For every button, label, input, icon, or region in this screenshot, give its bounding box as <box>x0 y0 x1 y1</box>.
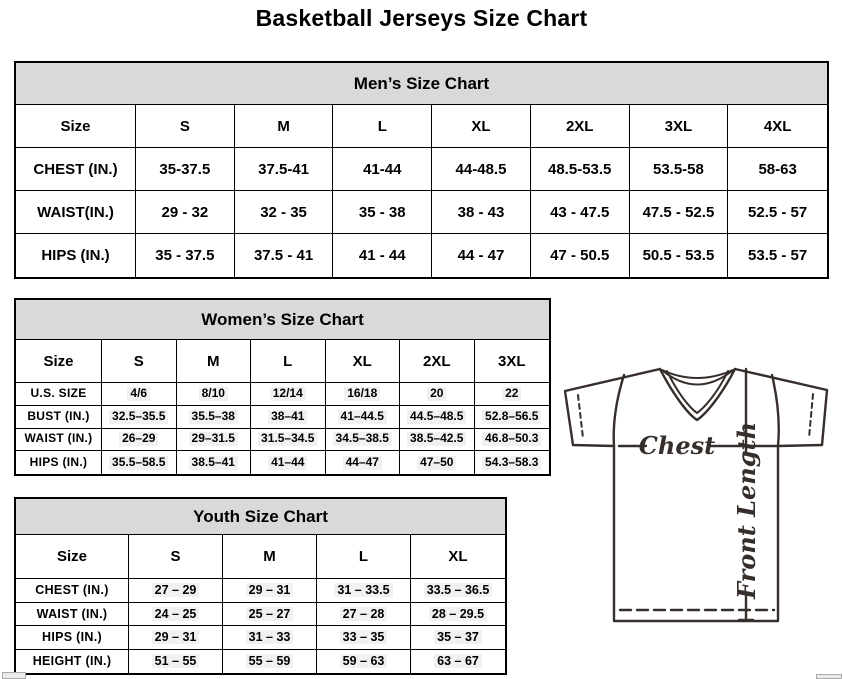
column-header-cell: 2XL <box>531 105 630 148</box>
chest-label: Chest <box>638 431 716 460</box>
column-header-cell: Size <box>16 535 129 579</box>
value-cell: 38.5–42.5 <box>400 429 475 452</box>
row-label-cell: CHEST (IN.) <box>16 579 129 603</box>
value-cell: 38–41 <box>251 406 326 429</box>
table-row <box>16 626 505 650</box>
value-cell: 47–50 <box>400 451 475 474</box>
value-cell: 28 – 29.5 <box>411 603 505 627</box>
value-cell: 25 – 27 <box>223 603 317 627</box>
value-cell: 38 - 43 <box>432 191 531 234</box>
value-cell: 47 - 50.5 <box>531 234 630 277</box>
jersey-measurement-diagram <box>556 358 843 665</box>
table-row <box>16 191 827 234</box>
right-sleeve-seam <box>772 375 779 446</box>
header-row <box>16 105 827 148</box>
column-header-cell: XL <box>432 105 531 148</box>
value-cell: 27 – 29 <box>129 579 223 603</box>
scrollbar-fragment-right[interactable] <box>816 674 842 679</box>
jersey-outline <box>565 369 827 621</box>
value-cell: 29 – 31 <box>129 626 223 650</box>
table-row <box>16 603 505 627</box>
youth-size-chart-table <box>14 497 507 675</box>
left-sleeve-seam <box>614 375 624 446</box>
page-title: Basketball Jerseys Size Chart <box>255 5 588 31</box>
column-header-cell: M <box>235 105 334 148</box>
value-cell: 48.5-53.5 <box>531 148 630 191</box>
value-cell: 35 - 38 <box>333 191 432 234</box>
column-header-cell: S <box>129 535 223 579</box>
column-header-cell: Size <box>16 340 102 383</box>
value-cell: 53.5-58 <box>630 148 729 191</box>
column-header-cell: M <box>177 340 252 383</box>
value-cell: 32 - 35 <box>235 191 334 234</box>
value-cell: 43 - 47.5 <box>531 191 630 234</box>
value-cell: 55 – 59 <box>223 650 317 674</box>
youth-table-title: Youth Size Chart <box>16 499 505 535</box>
value-cell: 26–29 <box>102 429 177 452</box>
value-cell: 4/6 <box>102 383 177 406</box>
row-label-cell: U.S. SIZE <box>16 383 102 406</box>
value-cell: 35.5–58.5 <box>102 451 177 474</box>
value-cell: 41-44 <box>333 148 432 191</box>
column-header-cell: L <box>333 105 432 148</box>
value-cell: 44–47 <box>326 451 401 474</box>
table-row <box>16 451 549 474</box>
table-row <box>16 383 549 406</box>
value-cell: 54.3–58.3 <box>475 451 550 474</box>
value-cell: 51 – 55 <box>129 650 223 674</box>
value-cell: 44 - 47 <box>432 234 531 277</box>
column-header-cell: Size <box>16 105 136 148</box>
value-cell: 63 – 67 <box>411 650 505 674</box>
row-label-cell: CHEST (IN.) <box>16 148 136 191</box>
front-length-label: Front Length <box>732 421 761 599</box>
value-cell: 12/14 <box>251 383 326 406</box>
value-cell: 47.5 - 52.5 <box>630 191 729 234</box>
value-cell: 44.5–48.5 <box>400 406 475 429</box>
column-header-cell: M <box>223 535 317 579</box>
value-cell: 35 – 37 <box>411 626 505 650</box>
mens-size-chart-table <box>14 61 829 279</box>
row-label-cell: BUST (IN.) <box>16 406 102 429</box>
value-cell: 59 – 63 <box>317 650 411 674</box>
value-cell: 50.5 - 53.5 <box>630 234 729 277</box>
column-header-cell: S <box>102 340 177 383</box>
table-row <box>16 406 549 429</box>
header-row <box>16 340 549 383</box>
column-header-cell: L <box>251 340 326 383</box>
value-cell: 31.5–34.5 <box>251 429 326 452</box>
column-header-cell: 2XL <box>400 340 475 383</box>
value-cell: 27 – 28 <box>317 603 411 627</box>
value-cell: 41–44 <box>251 451 326 474</box>
column-header-cell: S <box>136 105 235 148</box>
left-cuff-dashed-line <box>578 395 583 438</box>
value-cell: 52.5 - 57 <box>728 191 827 234</box>
table-row <box>16 650 505 674</box>
value-cell: 35 - 37.5 <box>136 234 235 277</box>
column-header-cell: XL <box>411 535 505 579</box>
value-cell: 41 - 44 <box>333 234 432 277</box>
value-cell: 35.5–38 <box>177 406 252 429</box>
value-cell: 34.5–38.5 <box>326 429 401 452</box>
right-cuff-dashed-line <box>809 394 813 438</box>
row-label-cell: HEIGHT (IN.) <box>16 650 129 674</box>
column-header-cell: 3XL <box>630 105 729 148</box>
value-cell: 41–44.5 <box>326 406 401 429</box>
womens-size-chart-table <box>14 298 551 476</box>
table-row <box>16 579 505 603</box>
value-cell: 22 <box>475 383 550 406</box>
column-header-cell: 3XL <box>475 340 550 383</box>
value-cell: 31 – 33.5 <box>317 579 411 603</box>
row-label-cell: WAIST (IN.) <box>16 603 129 627</box>
value-cell: 8/10 <box>177 383 252 406</box>
table-body <box>16 148 827 277</box>
value-cell: 46.8–50.3 <box>475 429 550 452</box>
table-row <box>16 148 827 191</box>
table-body <box>16 579 505 673</box>
row-label-cell: WAIST(IN.) <box>16 191 136 234</box>
value-cell: 29 - 32 <box>136 191 235 234</box>
value-cell: 44-48.5 <box>432 148 531 191</box>
value-cell: 58-63 <box>728 148 827 191</box>
value-cell: 29 – 31 <box>223 579 317 603</box>
value-cell: 38.5–41 <box>177 451 252 474</box>
value-cell: 16/18 <box>326 383 401 406</box>
value-cell: 31 – 33 <box>223 626 317 650</box>
scrollbar-fragment-left[interactable] <box>2 672 26 679</box>
table-row <box>16 234 827 277</box>
column-header-cell: 4XL <box>728 105 827 148</box>
row-label-cell: WAIST (IN.) <box>16 429 102 452</box>
table-row <box>16 429 549 452</box>
row-label-cell: HIPS (IN.) <box>16 234 136 277</box>
row-label-cell: HIPS (IN.) <box>16 451 102 474</box>
mens-table-title: Men’s Size Chart <box>16 63 827 105</box>
value-cell: 20 <box>400 383 475 406</box>
value-cell: 37.5 - 41 <box>235 234 334 277</box>
value-cell: 52.8–56.5 <box>475 406 550 429</box>
value-cell: 24 – 25 <box>129 603 223 627</box>
value-cell: 29–31.5 <box>177 429 252 452</box>
value-cell: 35-37.5 <box>136 148 235 191</box>
value-cell: 53.5 - 57 <box>728 234 827 277</box>
womens-table-title: Women’s Size Chart <box>16 300 549 340</box>
header-row <box>16 535 505 579</box>
row-label-cell: HIPS (IN.) <box>16 626 129 650</box>
value-cell: 33 – 35 <box>317 626 411 650</box>
column-header-cell: XL <box>326 340 401 383</box>
table-body <box>16 383 549 474</box>
value-cell: 32.5–35.5 <box>102 406 177 429</box>
value-cell: 33.5 – 36.5 <box>411 579 505 603</box>
column-header-cell: L <box>317 535 411 579</box>
value-cell: 37.5-41 <box>235 148 334 191</box>
